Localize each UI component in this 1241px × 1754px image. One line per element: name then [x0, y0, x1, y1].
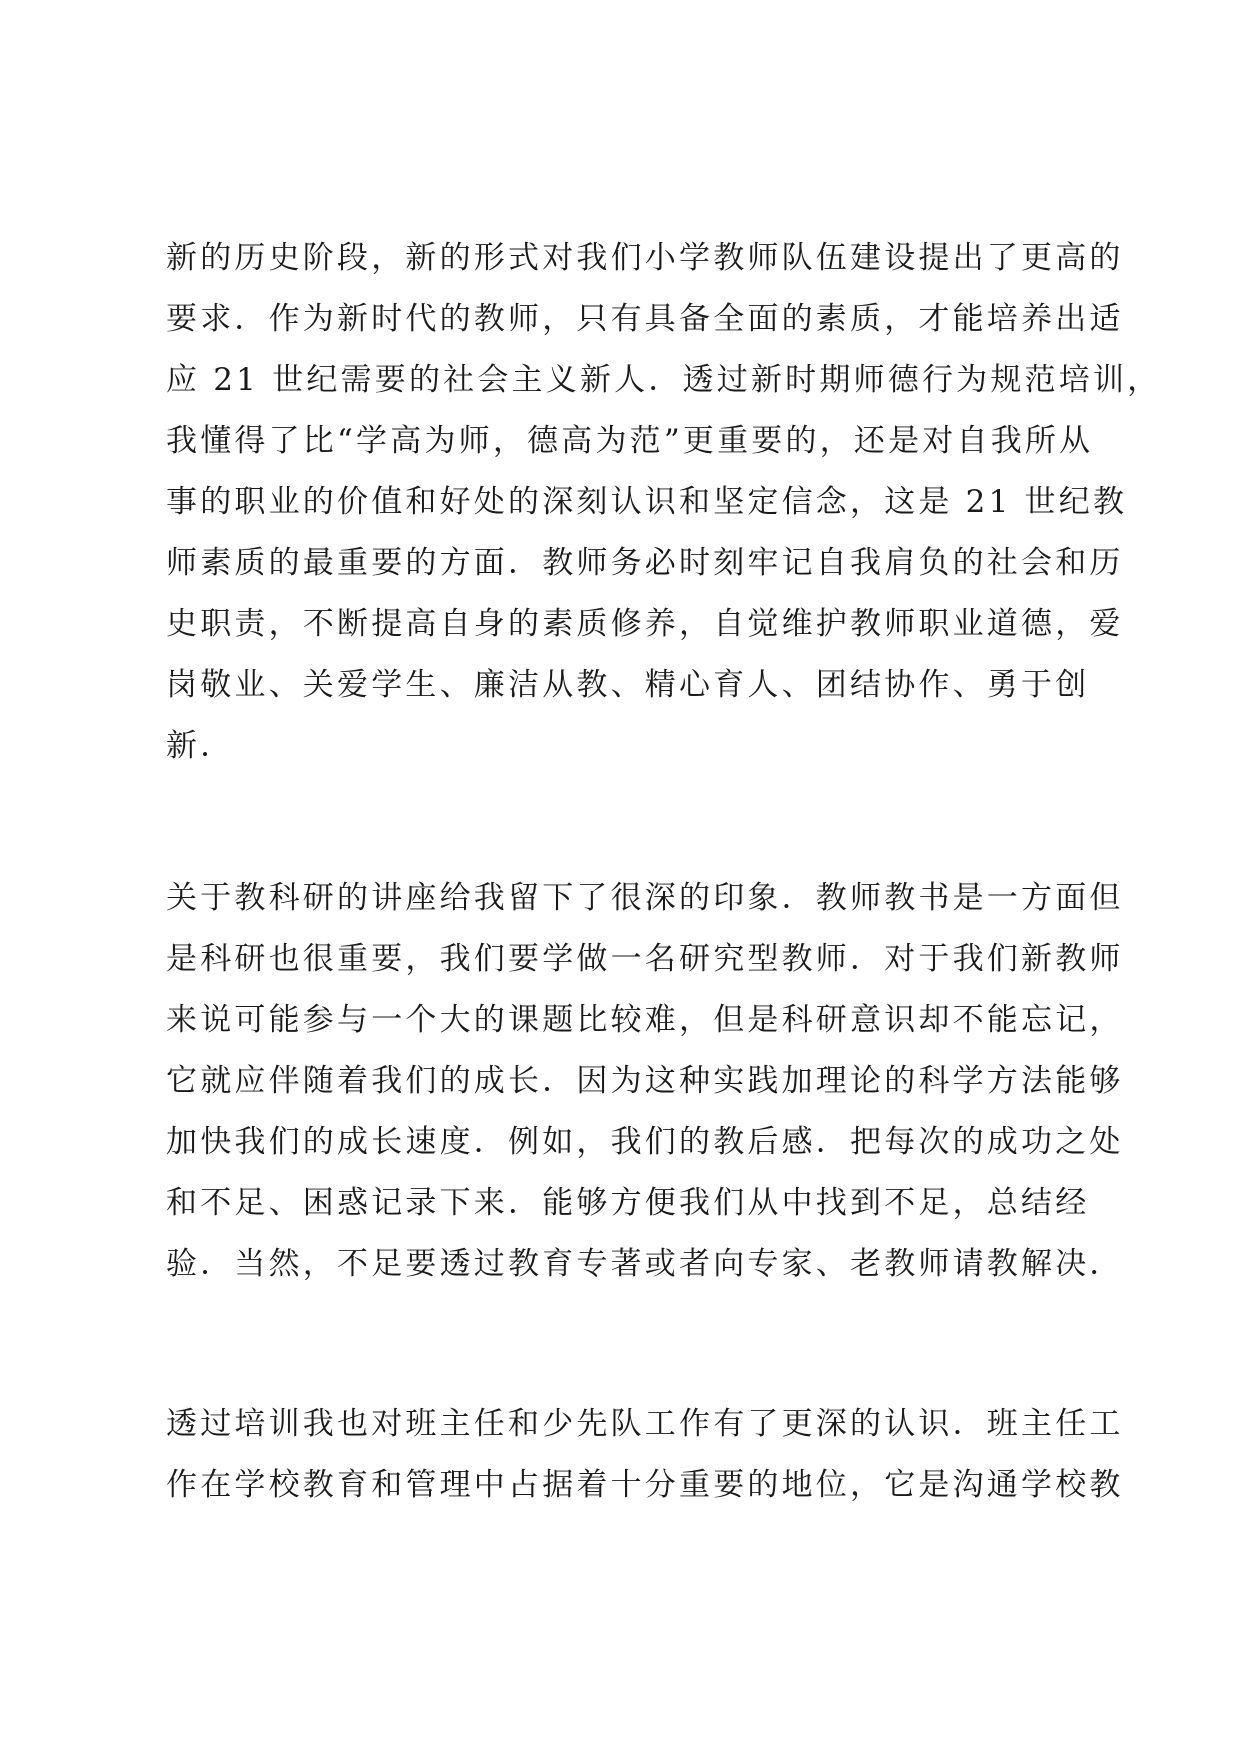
text-line: 要求．作为新时代的教师，只有具备全面的素质，才能培养出适	[166, 301, 1124, 337]
text-line: 来说可能参与一个大的课题比较难，但是科研意识却不能忘记，	[166, 1002, 1124, 1038]
text-line: 我懂得了比“学高为师，德高为范”更重要的，还是对自我所从	[166, 423, 1094, 459]
text-line: 应 21 世纪需要的社会主义新人．透过新时期师德行为规范培训，	[166, 362, 1162, 398]
text-line: 验．当然，不足要透过教育专著或者向专家、老教师请教解决．	[166, 1246, 1124, 1282]
paragraph-research	[166, 868, 1124, 1295]
text-line: 关于教科研的讲座给我留下了很深的印象．教师教书是一方面但	[166, 880, 1124, 916]
text-line: 新的历史阶段，新的形式对我们小学教师队伍建设提出了更高的	[166, 240, 1124, 276]
paragraph-spacer	[166, 777, 1096, 868]
text-line: 加快我们的成长速度．例如，我们的教后感．把每次的成功之处	[166, 1124, 1124, 1160]
paragraph-class-teacher	[166, 1394, 1124, 1516]
text-line: 岗敬业、关爱学生、廉洁从教、精心育人、团结协作、勇于创	[166, 667, 1090, 703]
paragraph-teacher-ethics	[166, 228, 1162, 777]
text-line: 作在学校教育和管理中占据着十分重要的地位，它是沟通学校教	[166, 1467, 1124, 1503]
text-line: 新．	[166, 728, 235, 764]
paragraph-spacer	[166, 1295, 1096, 1394]
text-line: 史职责，不断提高自身的素质修养，自觉维护教师职业道德，爱	[166, 606, 1124, 642]
document-body	[166, 228, 1162, 1516]
text-line: 和不足、困惑记录下来．能够方便我们从中找到不足，总结经	[166, 1185, 1090, 1221]
text-line: 它就应伴随着我们的成长．因为这种实践加理论的科学方法能够	[166, 1063, 1124, 1099]
text-line: 师素质的最重要的方面．教师务必时刻牢记自我肩负的社会和历	[166, 545, 1124, 581]
text-line: 透过培训我也对班主任和少先队工作有了更深的认识．班主任工	[166, 1406, 1124, 1442]
text-line: 事的职业的价值和好处的深刻认识和坚定信念，这是 21 世纪教	[166, 484, 1128, 520]
text-line: 是科研也很重要，我们要学做一名研究型教师．对于我们新教师	[166, 941, 1124, 977]
